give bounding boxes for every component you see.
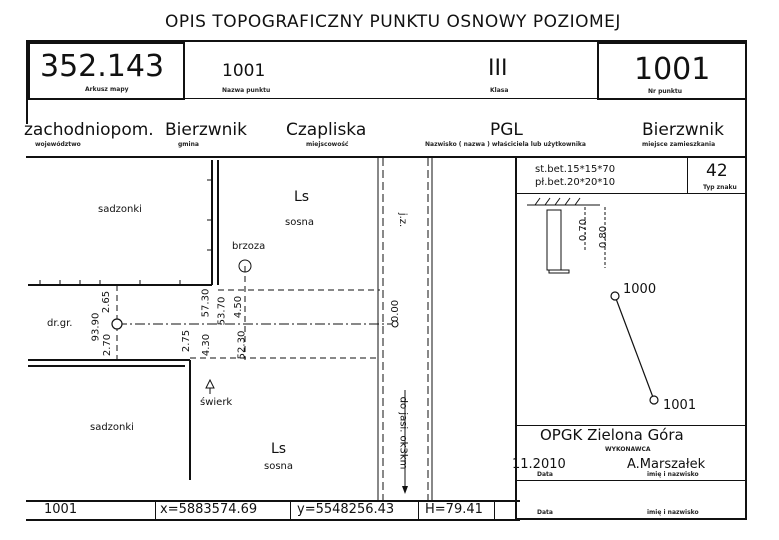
executor-date2-label: Data	[537, 509, 553, 516]
executor-date: 11.2010	[512, 457, 566, 472]
footer-div3	[418, 500, 419, 520]
sosna-bottom: sosna	[264, 461, 294, 472]
footer-h: H=79.41	[425, 502, 483, 517]
brzoza-label: brzoza	[232, 241, 266, 252]
dim-275: 2.75	[181, 329, 193, 353]
footer-div2	[290, 500, 291, 520]
sosna-top: sosna	[285, 217, 315, 228]
wojewodztwo-label: województwo	[35, 141, 81, 148]
executor-person-label: imię i nazwisko	[647, 471, 699, 478]
swierk-label: świerk	[200, 397, 233, 408]
footer-y: y=5548256.43	[297, 502, 395, 517]
miejscowosc-label: miejscowość	[306, 141, 349, 148]
executor-person: A.Marszałek	[627, 457, 706, 472]
marker-box-line-h	[515, 193, 747, 194]
footer-div1	[155, 500, 156, 520]
wojewodztwo-value: zachodniopom.	[24, 120, 154, 140]
marker-typ: 42	[706, 161, 728, 181]
marker-box-line-v	[687, 158, 688, 194]
marker-typ-label: Typ znaku	[703, 184, 737, 191]
sadzonki-top: sadzonki	[98, 204, 142, 215]
ls-top: Ls	[294, 189, 310, 205]
klasa-label: Klasa	[490, 87, 509, 94]
dim-000: 0.00	[390, 299, 402, 323]
executor-mid-line	[515, 480, 747, 481]
nazwa-value: 1001	[222, 61, 266, 81]
executor-date-label: Data	[537, 471, 553, 478]
gmina-value: Bierzwnik	[165, 120, 248, 140]
marker-line2: pł.bet.20*20*10	[535, 177, 616, 188]
executor-person2-label: imię i nazwisko	[647, 509, 699, 516]
dim-9390: 93.90	[90, 312, 102, 342]
arkusz-value: 352.143	[40, 49, 165, 84]
miejsce-value: Bierzwnik	[642, 120, 725, 140]
marker-line1: st.bet.15*15*70	[535, 164, 616, 175]
dim-5730: 57.30	[200, 288, 212, 318]
dim-270: 2.70	[102, 333, 114, 357]
miejscowosc-value: Czapliska	[286, 120, 367, 140]
gmina-label: gmina	[178, 141, 199, 148]
arkusz-label: Arkusz mapy	[85, 86, 129, 93]
dim-5230: 52.30	[236, 330, 248, 360]
point-1000-label: 1000	[623, 282, 657, 297]
wlasciciel-label: Nazwisko ( nazwa ) właściciela lub użytkownika	[425, 141, 586, 148]
point-1001-label: 1001	[663, 398, 697, 413]
sadzonki-bottom: sadzonki	[90, 422, 134, 433]
ls-bottom: Ls	[271, 441, 287, 457]
klasa-value: III	[488, 56, 508, 81]
page-title: OPIS TOPOGRAFICZNY PUNKTU OSNOWY POZIOMEJ	[165, 12, 621, 32]
marker-dim1: 0.70	[578, 218, 590, 242]
wlasciciel-value: PGL	[490, 120, 523, 140]
footer-point: 1001	[44, 502, 78, 517]
dim-450: 4.50	[233, 295, 245, 319]
nazwa-label: Nazwa punktu	[222, 87, 271, 94]
footer-x: x=5883574.69	[160, 502, 258, 517]
jz-label: j.z.	[397, 212, 409, 228]
executor-name: OPGK Zielona Góra	[540, 426, 684, 444]
nr-label: Nr punktu	[648, 88, 683, 95]
drgr-label: dr.gr.	[47, 318, 73, 329]
dim-430: 4.30	[201, 333, 213, 357]
miejsce-label: miejsce zamieszkania	[642, 141, 716, 148]
dim-5370: 53.70	[216, 296, 228, 326]
dim-265: 2.65	[101, 290, 113, 314]
nr-value: 1001	[634, 52, 711, 87]
footer-div4	[494, 500, 495, 520]
executor-name-label: WYKONAWCA	[605, 446, 651, 453]
marker-dim2: 0.80	[598, 225, 610, 249]
road-label: do jasi. ok3km	[397, 396, 409, 470]
